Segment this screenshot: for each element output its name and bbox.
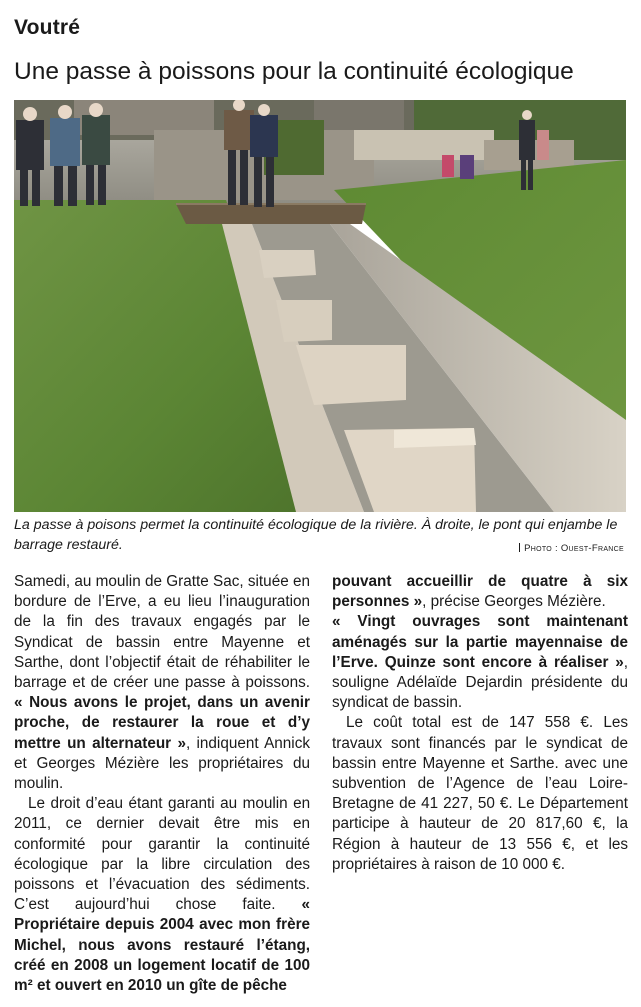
quote-word <box>244 937 256 954</box>
text-word: devait <box>158 815 200 833</box>
quote-word <box>392 573 407 590</box>
article-kicker: Voutré <box>14 16 81 39</box>
text-word <box>150 896 176 913</box>
paragraph-3-quote: « Vingt ouvrages sont maintenant aménagés sur la partie mayennaise de l’Erve. Quinze sont encore à réaliser » <box>332 613 628 671</box>
quote-word: à <box>583 573 592 590</box>
text-word: continuité <box>244 835 310 853</box>
text-word: sédiments. <box>236 876 311 894</box>
text-word: libre <box>161 855 191 873</box>
quote-word: mon <box>238 916 271 934</box>
article-headline: Une passe à poissons pour la continuité écologique <box>14 58 574 85</box>
text-word: par <box>101 855 124 873</box>
text-word <box>240 815 255 832</box>
paragraph-1-text: Samedi, au moulin de Gratte Sac, située en bordure de l’Erve, a eu lieu l’inauguration de la fin des travaux engagés par le Syndicat de bassin entre Mayenne et Sarthe, dont l’objectif était de réhabiliter le barrage et de créer une passe à poissons. <box>14 573 310 692</box>
quote-word: 2010 <box>127 977 162 995</box>
text-word: garanti <box>167 795 215 813</box>
quote-word: 2008 <box>74 956 109 974</box>
text-word: C’est <box>14 896 49 914</box>
quote-word: quatre <box>521 573 568 590</box>
quote-word <box>115 937 127 954</box>
credit-bar <box>519 543 520 552</box>
quote-word: en <box>50 956 69 974</box>
quote-word: et <box>36 977 51 995</box>
text-word <box>279 815 294 832</box>
text-word <box>199 815 214 832</box>
quote-word: 2004 <box>159 916 194 934</box>
quote-word: de <box>220 977 239 995</box>
text-word: Le <box>28 795 46 813</box>
quote-word: locatif <box>210 956 256 974</box>
text-word <box>132 836 148 853</box>
text-word <box>123 856 136 873</box>
text-word: 2011, <box>14 815 52 833</box>
quote-word <box>592 573 607 590</box>
quote-word: Propriétaire <box>14 916 100 934</box>
text-word: la <box>136 855 149 873</box>
text-word: Georges <box>484 593 543 611</box>
quote-word: logement <box>137 956 206 974</box>
quote-word: « <box>301 896 311 914</box>
text-word: étant <box>128 795 163 813</box>
quote-word: pouvant <box>332 573 392 590</box>
quote-word: en <box>105 977 124 995</box>
text-word: des <box>285 855 311 873</box>
quote-word <box>506 573 521 590</box>
quote-word: un <box>166 977 185 995</box>
text-word: pour <box>101 835 133 853</box>
text-word: aujourd’hui <box>74 896 150 914</box>
quote-word: restauré <box>183 936 245 954</box>
text-word: chose <box>175 896 217 914</box>
quote-word: pêche <box>242 977 287 995</box>
quote-word: l’étang, <box>256 936 311 954</box>
text-word: des <box>200 876 226 894</box>
text-word <box>51 815 66 832</box>
text-word: la <box>216 835 229 853</box>
quote-word: » <box>413 593 423 611</box>
paragraph-3-text-end: , souligne Adélaïde Dejardin présidente du syndicat de bassin. <box>332 653 628 712</box>
quote-word: 100 <box>284 956 311 974</box>
paragraph-3 <box>332 612 628 713</box>
text-word <box>276 896 302 913</box>
text-word <box>225 876 236 893</box>
article-body-right <box>332 572 628 875</box>
paragraph-4: Le coût total est de 147 558 €. Les travaux sont financés par le syndicat de bassin entre Mayenne et Sarthe. avec une subvention de l’Agence de l’eau Loire-Bretagne de 41 227, 50 €. Le Département participe à hauteur de 20 817,60 €, la Région à hauteur de 13 556 €, et les propriétaires à raison de 10 000 €. <box>332 714 628 873</box>
text-word <box>190 856 203 873</box>
quote-word: de <box>488 573 506 590</box>
text-word <box>228 836 244 853</box>
text-word: droit <box>50 795 81 813</box>
text-word: d’eau <box>85 795 124 813</box>
quote-word: frère <box>276 916 311 934</box>
text-word: , <box>422 593 427 611</box>
text-word: garantir <box>148 835 201 853</box>
text-word: ce <box>65 815 82 833</box>
text-word <box>272 856 285 873</box>
photo-caption: La passe à poisons permet la continuité écologique de la rivière. À droite, le pont qui enjambe le barrage restauré. <box>14 517 618 553</box>
text-word: conformité <box>14 835 86 853</box>
quote-word: créé <box>14 956 46 974</box>
text-word: poissons <box>14 876 75 894</box>
quote-word: Michel, <box>14 936 66 954</box>
text-word <box>144 815 159 832</box>
text-word <box>49 896 75 913</box>
quote-word: six <box>606 573 628 590</box>
quote-word: nous <box>78 936 115 954</box>
quote-word: ouvert <box>54 977 102 995</box>
text-word: en <box>293 795 311 813</box>
quote-word: gîte <box>189 977 217 995</box>
text-word <box>74 876 85 893</box>
text-word: l’évacuation <box>108 876 190 894</box>
text-word <box>190 876 201 893</box>
quote-word: avons <box>127 936 172 954</box>
text-word <box>200 836 216 853</box>
text-word: au <box>220 795 238 813</box>
quote-word: avec <box>199 916 234 934</box>
text-word: en <box>293 815 311 833</box>
paragraph-1 <box>14 572 310 794</box>
quote-word <box>66 937 78 954</box>
text-word <box>85 836 101 853</box>
text-word <box>82 815 97 832</box>
paragraph-1-text-end: , indiquent Annick et Georges Mézière les propriétaires du moulin. <box>14 734 310 793</box>
text-word: être <box>213 815 241 833</box>
quote-word: un <box>113 956 133 974</box>
credit-text: Photo : Ouest-France <box>524 543 624 554</box>
quote-word: m² <box>14 977 33 995</box>
text-word: dernier <box>96 815 144 833</box>
text-word: et <box>85 876 98 894</box>
text-word: faite. <box>242 896 276 914</box>
quote-word <box>473 573 488 590</box>
article-body-left <box>14 572 310 996</box>
text-word <box>148 856 161 873</box>
text-word: moulin <box>242 795 288 813</box>
text-word: mis <box>254 815 279 833</box>
quote-word: accueillir <box>406 573 473 590</box>
text-word: précise <box>430 593 480 611</box>
quote-word: de <box>261 956 280 974</box>
paragraph-2 <box>14 794 310 996</box>
text-word <box>98 876 109 893</box>
text-word <box>88 856 101 873</box>
paragraph-1-quote: « Nous avons le projet, dans un avenir proche, de restaurer la roue et d’y mettre un alternateur » <box>14 694 310 752</box>
quote-word: depuis <box>105 916 155 934</box>
paragraph-2-continued <box>332 572 628 612</box>
text-word: Mézière. <box>547 593 606 611</box>
article-photo <box>14 100 626 512</box>
text-word <box>216 896 242 913</box>
quote-word: personnes <box>332 593 410 611</box>
text-word: circulation <box>203 855 273 873</box>
photo-credit <box>519 543 624 554</box>
quote-word <box>568 573 583 590</box>
text-word: écologique <box>14 855 88 873</box>
quote-word <box>171 937 183 954</box>
